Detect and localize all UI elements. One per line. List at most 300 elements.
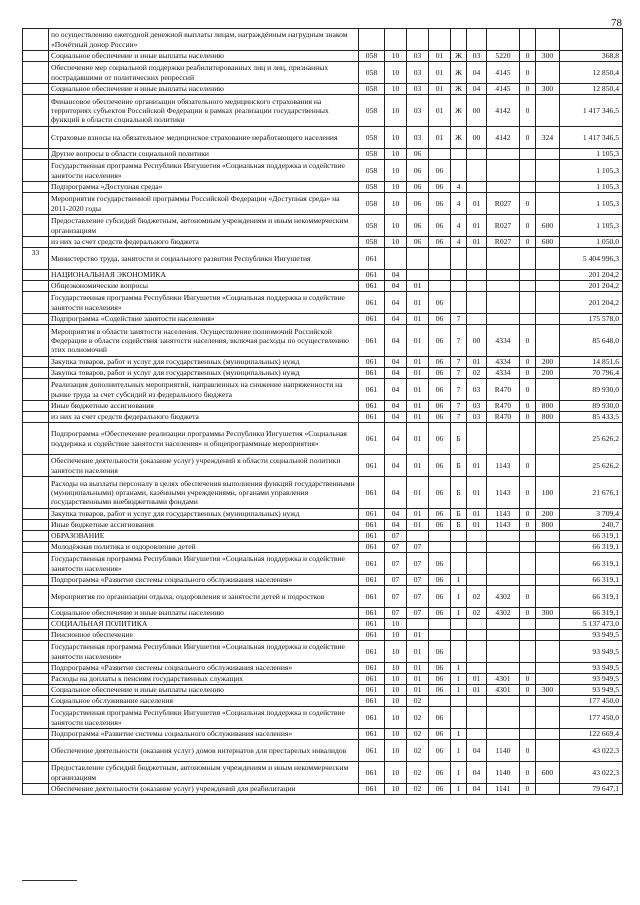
measure-code-cell bbox=[467, 248, 487, 270]
measure-code-cell bbox=[467, 292, 487, 314]
subprogram-code-cell bbox=[451, 630, 467, 641]
program-code-cell: 06 bbox=[429, 160, 451, 182]
budget-table-body bbox=[23, 29, 623, 795]
section-code-cell: 10 bbox=[385, 193, 407, 215]
subsection-code-cell: 07 bbox=[407, 586, 429, 608]
subsection-code-cell: 01 bbox=[407, 630, 429, 641]
table-row bbox=[23, 542, 623, 553]
amount-cell: 25 626,2 bbox=[560, 423, 623, 455]
amount-cell: 1 050,0 bbox=[560, 237, 623, 248]
extra-code-cell: 0 bbox=[520, 674, 536, 685]
ministry-code-cell: 058 bbox=[359, 193, 385, 215]
direction-code-cell: 4301 bbox=[487, 685, 520, 696]
extra-code-cell bbox=[520, 575, 536, 586]
direction-code-cell bbox=[487, 630, 520, 641]
measure-code-cell bbox=[467, 641, 487, 663]
subsection-code-cell: 01 bbox=[407, 423, 429, 455]
table-row bbox=[23, 520, 623, 531]
program-code-cell bbox=[429, 619, 451, 630]
ministry-code-cell: 061 bbox=[359, 368, 385, 379]
program-code-cell: 06 bbox=[429, 401, 451, 412]
section-code-cell: 10 bbox=[385, 182, 407, 193]
program-code-cell: 06 bbox=[429, 520, 451, 531]
subprogram-code-cell: Ж bbox=[451, 62, 467, 84]
program-code-cell: 06 bbox=[429, 685, 451, 696]
direction-code-cell: 5220 bbox=[487, 51, 520, 62]
expense-type-cell bbox=[536, 193, 560, 215]
subprogram-code-cell: 7 bbox=[451, 379, 467, 401]
expense-type-cell: 800 bbox=[536, 412, 560, 423]
table-row bbox=[23, 762, 623, 784]
subsection-code-cell: 03 bbox=[407, 62, 429, 84]
program-code-cell: 01 bbox=[429, 62, 451, 84]
expense-type-cell bbox=[536, 553, 560, 575]
measure-code-cell: 03 bbox=[467, 412, 487, 423]
ministry-code-cell: 061 bbox=[359, 379, 385, 401]
subsection-code-cell: 01 bbox=[407, 674, 429, 685]
extra-code-cell bbox=[520, 630, 536, 641]
measure-code-cell: 01 bbox=[467, 685, 487, 696]
subsection-code-cell: 07 bbox=[407, 575, 429, 586]
ministry-code-cell: 061 bbox=[359, 423, 385, 455]
program-code-cell: 01 bbox=[429, 84, 451, 95]
amount-cell bbox=[560, 29, 623, 51]
item-name-cell: Мероприятия в области занятости населения. Осуществление полномочий Российской Федерации в области содействия занятости населения, включая расходы по осуществлению этих полномочий bbox=[49, 325, 359, 357]
subsection-code-cell: 06 bbox=[407, 215, 429, 237]
extra-code-cell bbox=[520, 641, 536, 663]
table-row bbox=[23, 237, 623, 248]
item-name-cell: СОЦИАЛЬНАЯ ПОЛИТИКА bbox=[49, 619, 359, 630]
ministry-code-cell: 058 bbox=[359, 237, 385, 248]
subsection-code-cell bbox=[407, 248, 429, 270]
measure-code-cell bbox=[467, 281, 487, 292]
section-code-cell: 10 bbox=[385, 62, 407, 84]
item-name-cell: Министерство труда, занятости и социального развития Республики Ингушетия bbox=[49, 248, 359, 270]
extra-code-cell bbox=[520, 531, 536, 542]
section-code-cell: 04 bbox=[385, 455, 407, 477]
direction-code-cell bbox=[487, 619, 520, 630]
amount-cell: 122 669,4 bbox=[560, 729, 623, 740]
subprogram-code-cell: 1 bbox=[451, 586, 467, 608]
subprogram-code-cell bbox=[451, 641, 467, 663]
extra-code-cell bbox=[520, 542, 536, 553]
section-code-cell: 10 bbox=[385, 762, 407, 784]
measure-code-cell: 04 bbox=[467, 84, 487, 95]
program-code-cell: 06 bbox=[429, 357, 451, 368]
subprogram-code-cell bbox=[451, 553, 467, 575]
direction-code-cell bbox=[487, 248, 520, 270]
program-code-cell bbox=[429, 281, 451, 292]
table-row bbox=[23, 368, 623, 379]
measure-code-cell: 02 bbox=[467, 368, 487, 379]
row-number-cell bbox=[23, 729, 49, 740]
measure-code-cell: 01 bbox=[467, 455, 487, 477]
section-code-cell: 04 bbox=[385, 281, 407, 292]
subsection-code-cell: 01 bbox=[407, 401, 429, 412]
table-row bbox=[23, 531, 623, 542]
subprogram-code-cell: 1 bbox=[451, 784, 467, 795]
subsection-code-cell: 02 bbox=[407, 729, 429, 740]
table-row bbox=[23, 685, 623, 696]
expense-type-cell bbox=[536, 641, 560, 663]
extra-code-cell bbox=[520, 270, 536, 281]
section-code-cell: 10 bbox=[385, 619, 407, 630]
row-number-cell bbox=[23, 193, 49, 215]
item-name-cell: Страховые взносы на обязательное медицинское страхование неработающего населения bbox=[49, 127, 359, 149]
expense-type-cell bbox=[536, 62, 560, 84]
subsection-code-cell: 06 bbox=[407, 237, 429, 248]
expense-type-cell: 300 bbox=[536, 685, 560, 696]
extra-code-cell: 0 bbox=[520, 477, 536, 509]
item-name-cell: Подпрограмма «Развитие системы социального обслуживания населения» bbox=[49, 729, 359, 740]
subprogram-code-cell: 4 bbox=[451, 182, 467, 193]
subprogram-code-cell bbox=[451, 160, 467, 182]
ministry-code-cell: 061 bbox=[359, 520, 385, 531]
row-number-cell bbox=[23, 292, 49, 314]
direction-code-cell bbox=[487, 292, 520, 314]
amount-cell: 12 850,4 bbox=[560, 62, 623, 84]
amount-cell: 175 578,0 bbox=[560, 314, 623, 325]
ministry-code-cell: 061 bbox=[359, 740, 385, 762]
subsection-code-cell bbox=[407, 270, 429, 281]
item-name-cell: Пенсионное обеспечение bbox=[49, 630, 359, 641]
ministry-code-cell: 061 bbox=[359, 553, 385, 575]
ministry-code-cell: 058 bbox=[359, 182, 385, 193]
item-name-cell: из них за счет средств федерального бюджета bbox=[49, 237, 359, 248]
amount-cell: 1 105,3 bbox=[560, 182, 623, 193]
extra-code-cell: 0 bbox=[520, 325, 536, 357]
expense-type-cell: 300 bbox=[536, 51, 560, 62]
extra-code-cell: 0 bbox=[520, 455, 536, 477]
row-number-cell bbox=[23, 314, 49, 325]
item-name-cell: Реализация дополнительных мероприятий, направленных на снижение напряженности на рынке труда за счет субсидий из федерального бюджета bbox=[49, 379, 359, 401]
direction-code-cell bbox=[487, 696, 520, 707]
program-code-cell: 06 bbox=[429, 412, 451, 423]
amount-cell: 89 930,0 bbox=[560, 379, 623, 401]
measure-code-cell bbox=[467, 663, 487, 674]
amount-cell: 89 930,0 bbox=[560, 401, 623, 412]
extra-code-cell: 0 bbox=[520, 357, 536, 368]
table-row bbox=[23, 707, 623, 729]
measure-code-cell: 01 bbox=[467, 674, 487, 685]
ministry-code-cell: 058 bbox=[359, 160, 385, 182]
direction-code-cell bbox=[487, 663, 520, 674]
item-name-cell: Обеспечение деятельности (оказания услуг) домов интернатов для престарелых инвалидов bbox=[49, 740, 359, 762]
subsection-code-cell: 03 bbox=[407, 84, 429, 95]
ministry-code-cell: 061 bbox=[359, 357, 385, 368]
amount-cell: 66 319,1 bbox=[560, 542, 623, 553]
amount-cell: 1 417 346,5 bbox=[560, 127, 623, 149]
item-name-cell: Подпрограмма «Обеспечение реализации программы Республики Ингушетия «Социальная поддержка и содействие занятости населения» и общепрограммные мероприятия» bbox=[49, 423, 359, 455]
amount-cell: 93 949,5 bbox=[560, 641, 623, 663]
ministry-code-cell: 061 bbox=[359, 784, 385, 795]
extra-code-cell: 0 bbox=[520, 193, 536, 215]
item-name-cell: Молодёжная политика и оздоровление детей bbox=[49, 542, 359, 553]
section-code-cell: 07 bbox=[385, 531, 407, 542]
row-number-cell bbox=[23, 619, 49, 630]
table-row bbox=[23, 62, 623, 84]
extra-code-cell: 0 bbox=[520, 586, 536, 608]
item-name-cell: Социальное обеспечение и иные выплаты населению bbox=[49, 51, 359, 62]
amount-cell: 5 137 473,0 bbox=[560, 619, 623, 630]
extra-code-cell bbox=[520, 663, 536, 674]
program-code-cell: 01 bbox=[429, 51, 451, 62]
ministry-code-cell: 061 bbox=[359, 401, 385, 412]
direction-code-cell bbox=[487, 182, 520, 193]
measure-code-cell bbox=[467, 314, 487, 325]
extra-code-cell bbox=[520, 729, 536, 740]
row-number-cell bbox=[23, 270, 49, 281]
amount-cell: 43 022,3 bbox=[560, 740, 623, 762]
subsection-code-cell: 01 bbox=[407, 325, 429, 357]
amount-cell: 14 851,6 bbox=[560, 357, 623, 368]
expense-type-cell: 200 bbox=[536, 509, 560, 520]
direction-code-cell: 1141 bbox=[487, 784, 520, 795]
ministry-code-cell: 061 bbox=[359, 542, 385, 553]
subprogram-code-cell bbox=[451, 696, 467, 707]
expense-type-cell bbox=[536, 531, 560, 542]
row-number-cell bbox=[23, 575, 49, 586]
program-code-cell: 06 bbox=[429, 292, 451, 314]
measure-code-cell: 02 bbox=[467, 608, 487, 619]
item-name-cell: Государственная программа Республики Ингушетия «Социальная поддержка и содействие занятости населения» bbox=[49, 707, 359, 729]
amount-cell: 201 204,2 bbox=[560, 281, 623, 292]
amount-cell: 70 796,4 bbox=[560, 368, 623, 379]
direction-code-cell: R027 bbox=[487, 215, 520, 237]
extra-code-cell: 0 bbox=[520, 740, 536, 762]
expense-type-cell bbox=[536, 281, 560, 292]
section-code-cell: 10 bbox=[385, 51, 407, 62]
table-row bbox=[23, 477, 623, 509]
section-code-cell bbox=[385, 29, 407, 51]
section-code-cell: 10 bbox=[385, 149, 407, 160]
table-row bbox=[23, 160, 623, 182]
table-row bbox=[23, 182, 623, 193]
row-number-cell bbox=[23, 663, 49, 674]
section-code-cell: 10 bbox=[385, 127, 407, 149]
item-name-cell: по осуществлению ежегодной денежной выплаты лицам, награждённым нагрудным знаком «Почётный донор России» bbox=[49, 29, 359, 51]
program-code-cell: 06 bbox=[429, 379, 451, 401]
subprogram-code-cell: 4 bbox=[451, 193, 467, 215]
table-row bbox=[23, 248, 623, 270]
subsection-code-cell: 01 bbox=[407, 509, 429, 520]
ministry-code-cell: 061 bbox=[359, 696, 385, 707]
amount-cell: 21 676,1 bbox=[560, 477, 623, 509]
section-code-cell: 04 bbox=[385, 379, 407, 401]
subprogram-code-cell: 1 bbox=[451, 575, 467, 586]
expense-type-cell bbox=[536, 248, 560, 270]
expense-type-cell bbox=[536, 630, 560, 641]
measure-code-cell bbox=[467, 182, 487, 193]
expense-type-cell: 600 bbox=[536, 237, 560, 248]
table-row bbox=[23, 412, 623, 423]
measure-code-cell bbox=[467, 707, 487, 729]
table-row bbox=[23, 325, 623, 357]
section-code-cell: 04 bbox=[385, 477, 407, 509]
subprogram-code-cell: 7 bbox=[451, 357, 467, 368]
measure-code-cell: 03 bbox=[467, 401, 487, 412]
row-number-cell bbox=[23, 281, 49, 292]
direction-code-cell bbox=[487, 553, 520, 575]
program-code-cell: 06 bbox=[429, 215, 451, 237]
row-number-cell bbox=[23, 401, 49, 412]
ministry-code-cell: 061 bbox=[359, 455, 385, 477]
direction-code-cell: 4334 bbox=[487, 357, 520, 368]
subprogram-code-cell: 1 bbox=[451, 762, 467, 784]
program-code-cell: 06 bbox=[429, 784, 451, 795]
amount-cell: 43 022,3 bbox=[560, 762, 623, 784]
subsection-code-cell: 02 bbox=[407, 784, 429, 795]
item-name-cell: Иные бюджетные ассигнования bbox=[49, 520, 359, 531]
section-code-cell: 10 bbox=[385, 215, 407, 237]
program-code-cell: 06 bbox=[429, 368, 451, 379]
subprogram-code-cell: Б bbox=[451, 509, 467, 520]
extra-code-cell bbox=[520, 553, 536, 575]
measure-code-cell: 03 bbox=[467, 379, 487, 401]
row-number-cell bbox=[23, 784, 49, 795]
section-code-cell: 07 bbox=[385, 553, 407, 575]
direction-code-cell bbox=[487, 29, 520, 51]
row-number-cell bbox=[23, 696, 49, 707]
extra-code-cell bbox=[520, 619, 536, 630]
program-code-cell: 06 bbox=[429, 477, 451, 509]
item-name-cell: Подпрограмма «Развитие системы социального обслуживания населения» bbox=[49, 575, 359, 586]
section-code-cell: 04 bbox=[385, 368, 407, 379]
amount-cell: 177 450,0 bbox=[560, 707, 623, 729]
amount-cell: 85 648,0 bbox=[560, 325, 623, 357]
extra-code-cell bbox=[520, 149, 536, 160]
extra-code-cell bbox=[520, 281, 536, 292]
table-row bbox=[23, 630, 623, 641]
subprogram-code-cell bbox=[451, 248, 467, 270]
direction-code-cell: R470 bbox=[487, 379, 520, 401]
subsection-code-cell: 02 bbox=[407, 696, 429, 707]
program-code-cell: 01 bbox=[429, 95, 451, 127]
ministry-code-cell: 058 bbox=[359, 149, 385, 160]
subprogram-code-cell: 1 bbox=[451, 740, 467, 762]
subsection-code-cell: 01 bbox=[407, 314, 429, 325]
amount-cell: 25 626,2 bbox=[560, 455, 623, 477]
subprogram-code-cell: 4 bbox=[451, 237, 467, 248]
program-code-cell: 01 bbox=[429, 127, 451, 149]
expense-type-cell bbox=[536, 95, 560, 127]
ministry-code-cell: 061 bbox=[359, 674, 385, 685]
extra-code-cell: 0 bbox=[520, 51, 536, 62]
row-number-cell: 33 bbox=[23, 248, 49, 270]
expense-type-cell: 300 bbox=[536, 608, 560, 619]
item-name-cell: Обеспечение деятельности (оказание услуг) учреждений для реабилитации bbox=[49, 784, 359, 795]
program-code-cell: 06 bbox=[429, 575, 451, 586]
extra-code-cell: 0 bbox=[520, 608, 536, 619]
program-code-cell: 06 bbox=[429, 509, 451, 520]
item-name-cell: Расходы на доплаты к пенсиям государственных служащих bbox=[49, 674, 359, 685]
section-code-cell: 07 bbox=[385, 575, 407, 586]
program-code-cell bbox=[429, 248, 451, 270]
item-name-cell: Подпрограмма «Доступная среда» bbox=[49, 182, 359, 193]
expense-type-cell: 324 bbox=[536, 127, 560, 149]
ministry-code-cell: 061 bbox=[359, 641, 385, 663]
extra-code-cell: 0 bbox=[520, 95, 536, 127]
section-code-cell: 10 bbox=[385, 663, 407, 674]
item-name-cell: Подпрограмма «Содействие занятости населения» bbox=[49, 314, 359, 325]
row-number-cell bbox=[23, 509, 49, 520]
measure-code-cell bbox=[467, 29, 487, 51]
direction-code-cell bbox=[487, 160, 520, 182]
expense-type-cell bbox=[536, 379, 560, 401]
item-name-cell: Государственная программа Республики Ингушетия «Социальная поддержка и содействие занятости населения» bbox=[49, 160, 359, 182]
ministry-code-cell: 058 bbox=[359, 51, 385, 62]
subsection-code-cell: 03 bbox=[407, 95, 429, 127]
item-name-cell: Мероприятия по организации отдыха, оздоровления и занятости детей и подростков bbox=[49, 586, 359, 608]
amount-cell: 85 433,5 bbox=[560, 412, 623, 423]
item-name-cell: Государственная программа Республики Ингушетия «Социальная поддержка и содействие занятости населения» bbox=[49, 292, 359, 314]
subprogram-code-cell: 1 bbox=[451, 729, 467, 740]
extra-code-cell: 0 bbox=[520, 784, 536, 795]
item-name-cell: Расходы на выплаты персоналу в целях обеспечения выполнения функций государственными (муниципальными) органами, казёнными учреждениями, органами управления государственными внебюджетными фондами bbox=[49, 477, 359, 509]
subsection-code-cell: 02 bbox=[407, 740, 429, 762]
direction-code-cell bbox=[487, 707, 520, 729]
item-name-cell: Закупка товаров, работ и услуг для государственных (муниципальных) нужд bbox=[49, 357, 359, 368]
section-code-cell: 10 bbox=[385, 740, 407, 762]
amount-cell: 66 319,1 bbox=[560, 586, 623, 608]
table-row bbox=[23, 292, 623, 314]
amount-cell: 1 105,3 bbox=[560, 160, 623, 182]
expense-type-cell bbox=[536, 696, 560, 707]
item-name-cell: Социальное обеспечение и иные выплаты населению bbox=[49, 84, 359, 95]
ministry-code-cell: 061 bbox=[359, 325, 385, 357]
table-row bbox=[23, 281, 623, 292]
measure-code-cell bbox=[467, 619, 487, 630]
row-number-cell bbox=[23, 412, 49, 423]
program-code-cell bbox=[429, 531, 451, 542]
row-number-cell bbox=[23, 455, 49, 477]
expense-type-cell bbox=[536, 740, 560, 762]
subprogram-code-cell bbox=[451, 531, 467, 542]
measure-code-cell: 04 bbox=[467, 62, 487, 84]
expense-type-cell bbox=[536, 314, 560, 325]
subsection-code-cell: 03 bbox=[407, 127, 429, 149]
ministry-code-cell: 061 bbox=[359, 586, 385, 608]
subprogram-code-cell: Ж bbox=[451, 127, 467, 149]
section-code-cell: 10 bbox=[385, 95, 407, 127]
ministry-code-cell: 061 bbox=[359, 762, 385, 784]
row-number-cell bbox=[23, 762, 49, 784]
direction-code-cell bbox=[487, 641, 520, 663]
row-number-cell bbox=[23, 149, 49, 160]
direction-code-cell bbox=[487, 575, 520, 586]
ministry-code-cell: 058 bbox=[359, 84, 385, 95]
subsection-code-cell: 01 bbox=[407, 685, 429, 696]
ministry-code-cell: 058 bbox=[359, 127, 385, 149]
direction-code-cell: 4302 bbox=[487, 586, 520, 608]
subsection-code-cell: 01 bbox=[407, 368, 429, 379]
extra-code-cell: 0 bbox=[520, 401, 536, 412]
amount-cell: 177 450,0 bbox=[560, 696, 623, 707]
amount-cell: 3 709,4 bbox=[560, 509, 623, 520]
section-code-cell: 04 bbox=[385, 357, 407, 368]
row-number-cell bbox=[23, 520, 49, 531]
expense-type-cell bbox=[536, 575, 560, 586]
ministry-code-cell: 061 bbox=[359, 729, 385, 740]
table-row bbox=[23, 784, 623, 795]
program-code-cell: 06 bbox=[429, 423, 451, 455]
item-name-cell: ОБРАЗОВАНИЕ bbox=[49, 531, 359, 542]
row-number-cell bbox=[23, 423, 49, 455]
amount-cell: 66 319,1 bbox=[560, 575, 623, 586]
item-name-cell: из них за счет средств федерального бюджета bbox=[49, 412, 359, 423]
direction-code-cell bbox=[487, 270, 520, 281]
subsection-code-cell: 01 bbox=[407, 379, 429, 401]
